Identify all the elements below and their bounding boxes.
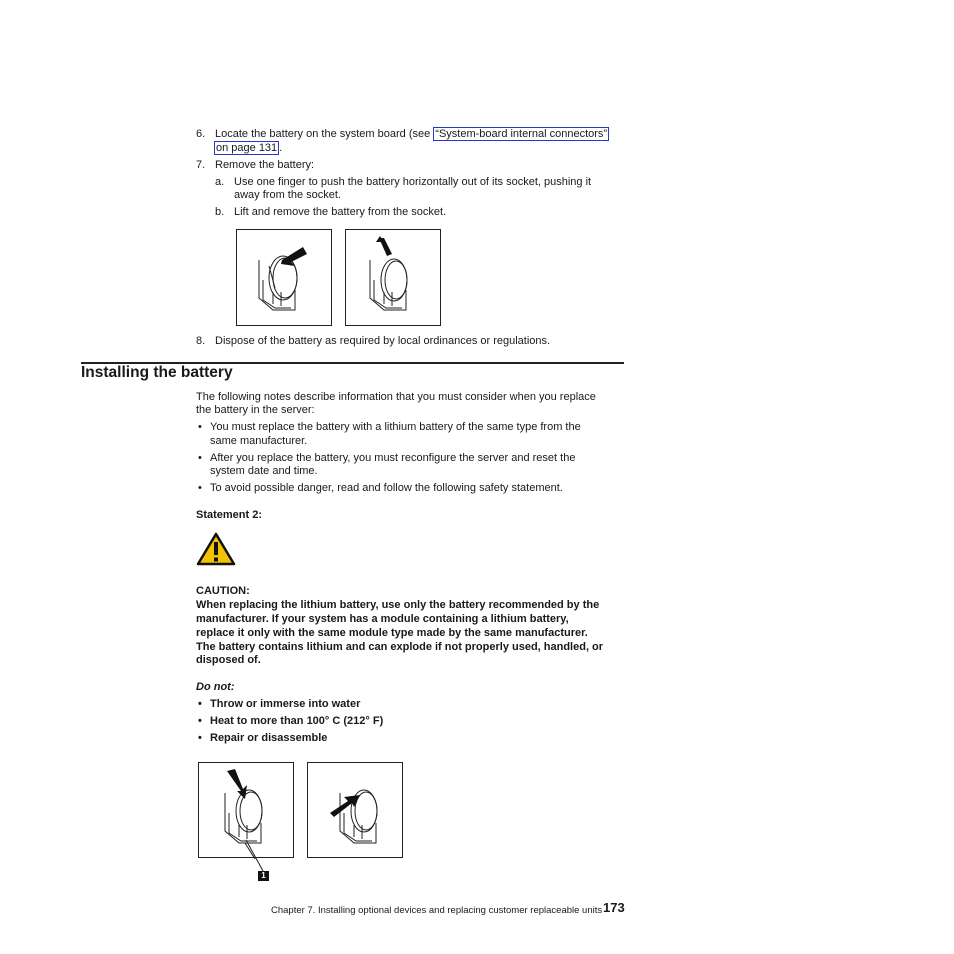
bullet-2-line-2: system date and time.	[210, 465, 318, 477]
do-not-label: Do not:	[196, 681, 235, 693]
step-7b-number: b.	[215, 206, 225, 218]
bullet-glyph: •	[198, 732, 202, 744]
intro-line-1: The following notes describe information that you must consider when you replace	[196, 391, 596, 403]
step-6-number: 6.	[196, 128, 206, 140]
bullet-glyph: •	[198, 715, 202, 727]
bullet-glyph: •	[198, 482, 202, 494]
step-7a-number: a.	[215, 176, 225, 188]
do-not-item-3: Repair or disassemble	[210, 732, 328, 744]
section-heading: Installing the battery	[81, 364, 233, 381]
caution-line-5: disposed of.	[196, 654, 261, 666]
footer-chapter-text: Chapter 7. Installing optional devices and replacing customer replaceable units	[271, 905, 603, 916]
caution-line-3: replace it only with the same module type made by the same manufacturer.	[196, 627, 588, 639]
caution-line-1: When replacing the lithium battery, use only the battery recommended by the	[196, 599, 600, 611]
do-not-item-2: Heat to more than 100° C (212° F)	[210, 715, 384, 727]
step-7-number: 7.	[196, 159, 206, 171]
step-7a-line-2: away from the socket.	[234, 189, 341, 201]
step-7b-text: Lift and remove the battery from the socket.	[234, 206, 447, 218]
intro-line-2: the battery in the server:	[196, 404, 315, 416]
bullet-glyph: •	[198, 698, 202, 710]
step-8-number: 8.	[196, 335, 206, 347]
bullet-glyph: •	[198, 452, 202, 464]
step-7a-line-1: Use one finger to push the battery horizontally out of its socket, pushing it	[234, 176, 592, 188]
bullet-glyph: •	[198, 421, 202, 433]
bullet-2-line-1: After you replace the battery, you must reconfigure the server and reset the	[210, 452, 576, 464]
step-6-end: .	[279, 142, 283, 154]
step-6-lead: Locate the battery on the system board (see	[215, 128, 434, 140]
statement-label: Statement 2:	[196, 509, 263, 521]
bullet-3-line-1: To avoid possible danger, read and follow the following safety statement.	[210, 482, 563, 494]
caution-line-4: The battery contains lithium and can explode if not properly used, handled, or	[196, 641, 604, 653]
step-8-text: Dispose of the battery as required by local ordinances or regulations.	[215, 335, 551, 347]
callout-1: 1	[258, 871, 269, 881]
caution-label: CAUTION:	[196, 585, 250, 597]
page-131-link[interactable]: on page 131	[216, 142, 278, 154]
caution-line-2: manufacturer. If your system has a module containing a lithium battery,	[196, 613, 569, 625]
page-number: 173	[603, 900, 625, 915]
do-not-item-1: Throw or immerse into water	[210, 698, 361, 710]
bullet-1-line-2: same manufacturer.	[210, 435, 308, 447]
bullet-1-line-1: You must replace the battery with a lithium battery of the same type from the	[210, 421, 581, 433]
step-7-text: Remove the battery:	[215, 159, 315, 171]
system-board-connectors-link[interactable]: “System-board internal connectors”	[435, 128, 608, 140]
